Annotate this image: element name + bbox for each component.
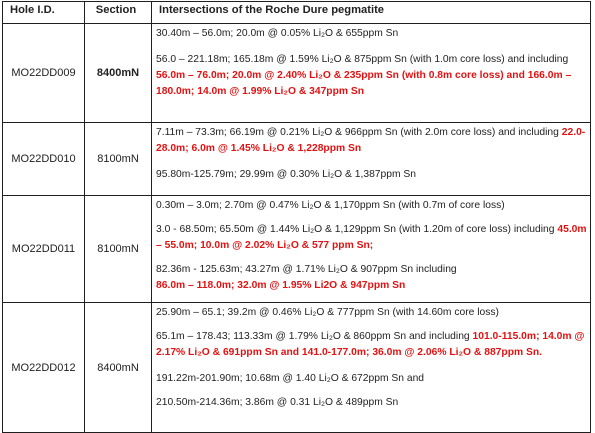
highlight-text: 22.0-28.0m; 6.0m @ 1.45% Li₂O & 1,228ppm Sn	[156, 127, 586, 154]
section-cell: 8100mN	[85, 123, 152, 196]
header-row	[3, 2, 591, 24]
table-row	[3, 24, 591, 123]
hole-id-cell: MO22DD009	[3, 24, 85, 123]
header-intersections: Intersections of the Roche Dure pegmatite	[152, 2, 591, 24]
intersections-cell	[152, 196, 591, 303]
intersection-text	[152, 329, 590, 361]
intersection-text: 7.11m – 73.3m; 66.19m @ 0.21% Li₂O & 966ppm Sn (with 2.0m core loss) and including	[156, 127, 562, 138]
intersection-text: 95.80m-125.79m; 29.99m @ 0.30% Li₂O & 1,387ppm Sn	[156, 169, 417, 180]
section-cell: 8400mN	[85, 24, 152, 123]
intersection-text: 65.1m – 178.43; 113.33m @ 1.79% Li₂O & 860ppm Sn and including	[156, 331, 473, 342]
hole-id-cell: MO22DD012	[3, 303, 85, 433]
intersections-cell	[152, 24, 591, 123]
table-row	[3, 303, 591, 433]
intersections-cell	[152, 303, 591, 433]
intersection-text	[152, 222, 590, 254]
intersection-text: 56.0 – 221.18m; 165.18m @ 1.59% Li₂O & 875ppm Sn (with 1.0m core loss) and including	[156, 54, 569, 65]
intersection-text: 82.36m - 125.63m; 43.27m @ 1.71% Li₂O & 907ppm Sn including	[156, 264, 457, 275]
results-table	[2, 1, 591, 433]
section-cell: 8400mN	[85, 303, 152, 433]
intersection-text: 0.30m – 3.0m; 2.70m @ 0.47% Li₂O & 1,170ppm Sn (with 0.7m of core loss)	[156, 200, 505, 211]
intersection-text: 25.90m – 65.1; 39.2m @ 0.46% Li₂O & 777ppm Sn (with 14.60m core loss)	[156, 307, 499, 318]
highlight-text: 101.0-115.0m; 14.0m @ 2.17% Li₂O & 691ppm Sn and 141.0-177.0m; 36.0m @ 2.06% Li₂O & 887ppm Sn.	[156, 331, 585, 358]
table-row	[3, 123, 591, 196]
intersection-text: 191.22m-201.90m; 10.68m @ 1.40 Li₂O & 672ppm Sn and	[156, 373, 425, 384]
intersection-text: 3.0 - 68.50m; 65.50m @ 1.44% Li₂O & 1,129ppm Sn (with 1.20m of core loss) including	[156, 224, 558, 235]
section-cell: 8100mN	[85, 196, 152, 303]
intersection-text: 210.50m-214.36m; 3.86m @ 0.31 Li₂O & 489ppm Sn	[156, 397, 399, 408]
highlight-text: 45.0m – 55.0m; 10.0m @ 2.02% Li₂O & 577 ppm Sn;	[156, 224, 587, 251]
header-hole-id: Hole I.D.	[3, 2, 85, 24]
intersections-cell	[152, 123, 591, 196]
header-section: Section	[85, 2, 152, 24]
hole-id-cell: MO22DD011	[3, 196, 85, 303]
intersection-text	[152, 125, 590, 157]
highlight-text: 56.0m – 76.0m; 20.0m @ 2.40% Li₂O & 235ppm Sn (with 0.8m core loss) and 166.0m – 180.0m; 14.0m @ 1.99% Li₂O & 347ppm Sn	[156, 70, 572, 97]
highlight-text: 86.0m – 118.0m; 32.0m @ 1.95% Li2O & 947ppm Sn	[156, 280, 406, 291]
intersection-text	[152, 52, 590, 100]
table-row	[3, 196, 591, 303]
intersection-text: 30.40m – 56.0m; 20.0m @ 0.05% Li₂O & 655ppm Sn	[156, 28, 399, 39]
hole-id-cell: MO22DD010	[3, 123, 85, 196]
